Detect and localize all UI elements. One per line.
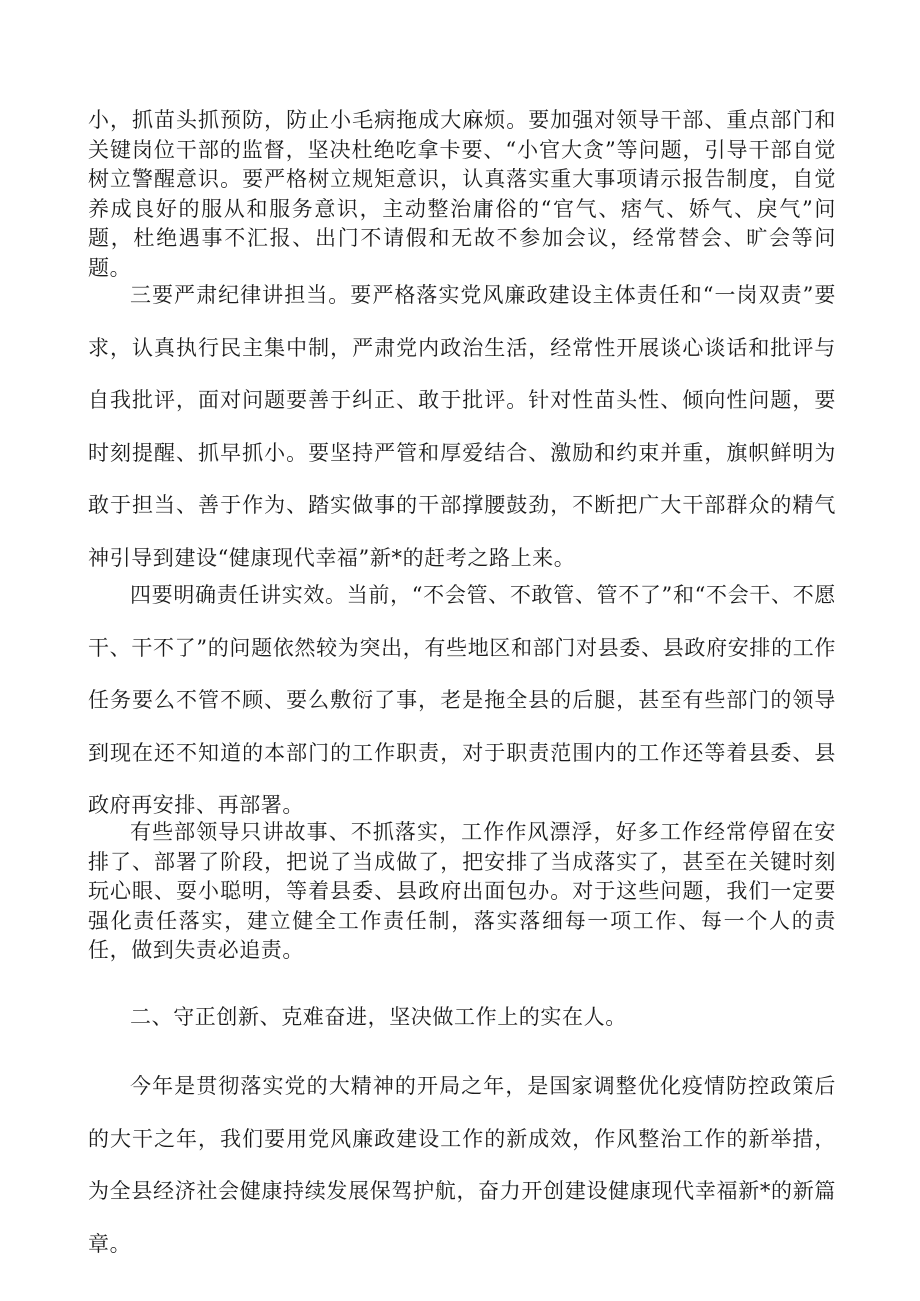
section-heading-2: 二、守正创新、克难奋进，坚决做工作上的实在人。 — [130, 1005, 627, 1029]
paragraph-continued-supervision: 小，抓苗头抓预防，防止小毛病拖成大麻烦。要加强对领导干部、重点部门和关键岗位干部的监督，坚决杜绝吃拿卡要、“小官大贪”等问题，引导干部自觉树立警醒意识。要严格树立规矩意识，认真落实重大事项请示报告制度，自觉养成良好的服从和服务意识，主动整治庸俗的“官气、痞气、娇气、戾气”问题，杜绝遇事不汇报、出门不请假和无故不参加会议，经常替会、旷会等问题。 — [88, 108, 836, 280]
paragraph-work-style: 有些部领导只讲故事、不抓落实，工作作风漂浮，好多工作经常停留在安排了、部署了阶段，把说了当成做了，把安排了当成落实了，甚至在关键时刻玩心眼、耍小聪明，等着县委、县政府出面包办。对于这些问题，我们一定要强化责任落实，建立健全工作责任制，落实落细每一项工作、每一个人的责任，做到失责必追责。 — [88, 820, 836, 962]
paragraph-responsibility: 四要明确责任讲实效。当前，“不会管、不敢管、管不了”和“不会干、不愿干、干不了”的问题依然较为突出，有些地区和部门对县委、县政府安排的工作任务要么不管不顾、要么敷衍了事，老是拖全县的后腿，甚至有些部门的领导到现在还不知道的本部门的工作职责，对于职责范围内的工作还等着县委、县政府再安排、再部署。 — [88, 583, 836, 817]
paragraph-new-year: 今年是贯彻落实党的大精神的开局之年，是国家调整优化疫情防控政策后的大干之年，我们要用党风廉政建设工作的新成效，作风整治工作的新举措，为全县经济社会健康持续发展保驾护航，奋力开创建设健康现代幸福新*的新篇章。 — [88, 1074, 836, 1256]
paragraph-discipline: 三要严肃纪律讲担当。要严格落实党风廉政建设主体责任和“一岗双责”要求，认真执行民主集中制，严肃党内政治生活，经常性开展谈心谈话和批评与自我批评，面对问题要善于纠正、敢于批评。针对性苗头性、倾向性问题，要时刻提醒、抓早抓小。要坚持严管和厚爱结合、激励和约束并重，旗帜鲜明为敢于担当、善于作为、踏实做事的干部撑腰鼓劲，不断把广大干部群众的精气神引导到建设“健康现代幸福”新*的赶考之路上来。 — [88, 283, 836, 570]
